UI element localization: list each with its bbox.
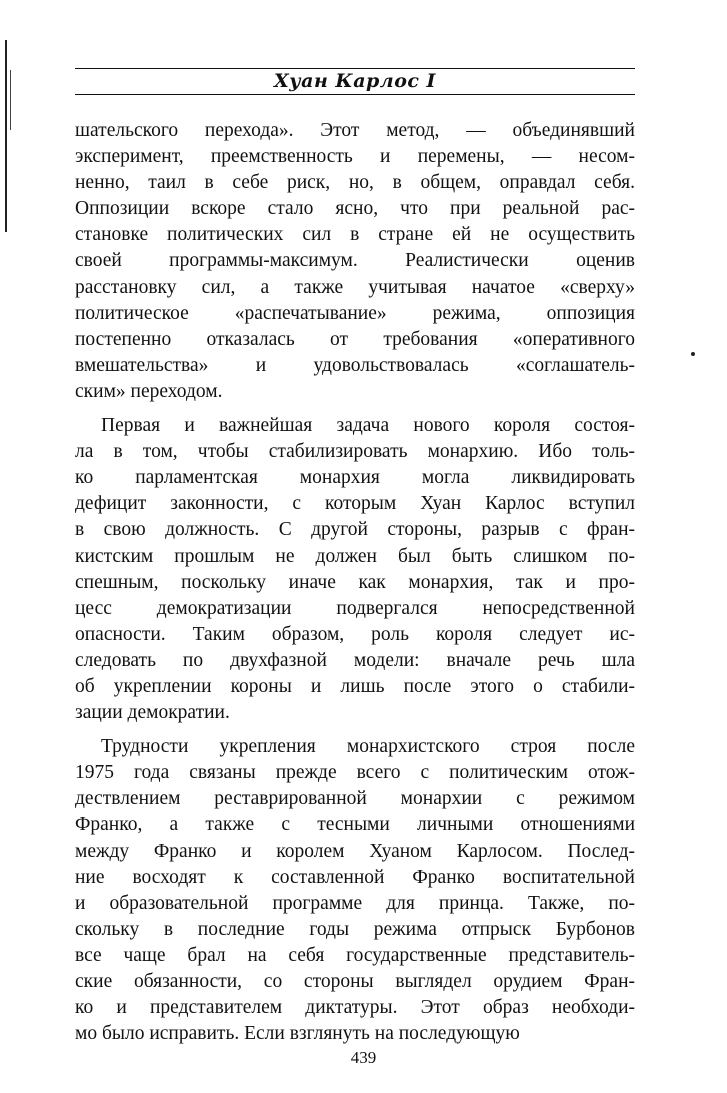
text-line: дествлением реставрированной монархии с режимом (75, 788, 635, 810)
text-line: кистским прошлым не должен был быть слишком по- (75, 545, 635, 567)
text-line: ские обязанности, со стороны выглядел орудием Фран- (75, 971, 635, 992)
paragraph-gap (75, 726, 635, 734)
text-line: цесс демократизации подвергался непосредственной (75, 597, 635, 619)
text-line: спешным, поскольку иначе как монархия, так и про- (75, 571, 635, 593)
text-line: в свою должность. С другой стороны, разрыв с фран- (75, 519, 635, 541)
text-line: шательского перехода». Этот метод, — объединявший (75, 120, 635, 141)
page-edge-shadow-inner (10, 70, 11, 130)
body-text (75, 118, 635, 1047)
scan-speck (691, 352, 695, 356)
text-line: 1975 года связаны прежде всего с политическим отож- (75, 762, 635, 784)
text-line: ко парламентская монархия могла ликвидировать (75, 467, 635, 489)
running-header (75, 68, 635, 95)
text-line: и образовательной программе для принца. Также, по- (75, 892, 635, 914)
text-line: дефицит законности, с которым Хуан Карлос вступил (75, 493, 635, 515)
text-line: об укреплении короны и лишь после этого о стабили- (75, 675, 635, 697)
text-line: опасности. Таким образом, роль короля следует ис- (75, 623, 635, 645)
text-line: Франко, а также с тесными личными отношениями (75, 814, 635, 836)
text-line: между Франко и королем Хуаном Карлосом. Послед- (75, 840, 635, 862)
text-line: скольку в последние годы режима отпрыск Бурбонов (75, 918, 635, 940)
text-line: ненно, таил в себе риск, но, в общем, оправдал себя. (75, 172, 635, 194)
text-line: Оппозиции вскоре стало ясно, что при реальной рас- (75, 198, 635, 220)
paragraph (75, 118, 635, 405)
running-head-title: Хуан Карлос I (274, 70, 436, 92)
text-line: вмешательства» и удовольствовалась «соглашатель- (75, 354, 635, 376)
text-line: своей программы-максимум. Реалистически оценив (75, 250, 635, 272)
page-number: 439 (350, 1048, 377, 1067)
text-line: мо было исправить. Если взглянуть на последующую (75, 1023, 520, 1045)
paragraph-gap (75, 405, 635, 413)
text-line: ским» переходом. (75, 380, 223, 402)
page-edge-shadow (5, 40, 7, 232)
text-line: Первая и важнейшая задача нового короля состоя- (101, 415, 635, 437)
text-line: ние восходят к составленной Франко воспитательной (75, 866, 635, 888)
text-line: следовать по двухфазной модели: вначале речь шла (75, 649, 635, 671)
paragraph (75, 734, 635, 1047)
text-line: зации демократии. (75, 702, 230, 724)
paragraph (75, 413, 635, 726)
text-line: эксперимент, преемственность и перемены, — несом- (75, 146, 635, 168)
text-line: ко и представителем диктатуры. Этот образ необходи- (75, 997, 635, 1019)
text-line: становке политических сил в стране ей не осуществить (75, 224, 635, 246)
text-line: все чаще брал на себя государственные представитель- (75, 944, 635, 966)
text-line: политическое «распечатывание» режима, оппозиция (75, 302, 635, 324)
text-line: постепенно отказалась от требования «оперативного (75, 328, 635, 350)
text-line: расстановку сил, а также учитывая начатое «сверху» (75, 276, 635, 298)
text-line: Трудности укрепления монархистского строя после (101, 736, 635, 758)
text-line: ла в том, чтобы стабилизировать монархию. Ибо толь- (75, 441, 635, 463)
